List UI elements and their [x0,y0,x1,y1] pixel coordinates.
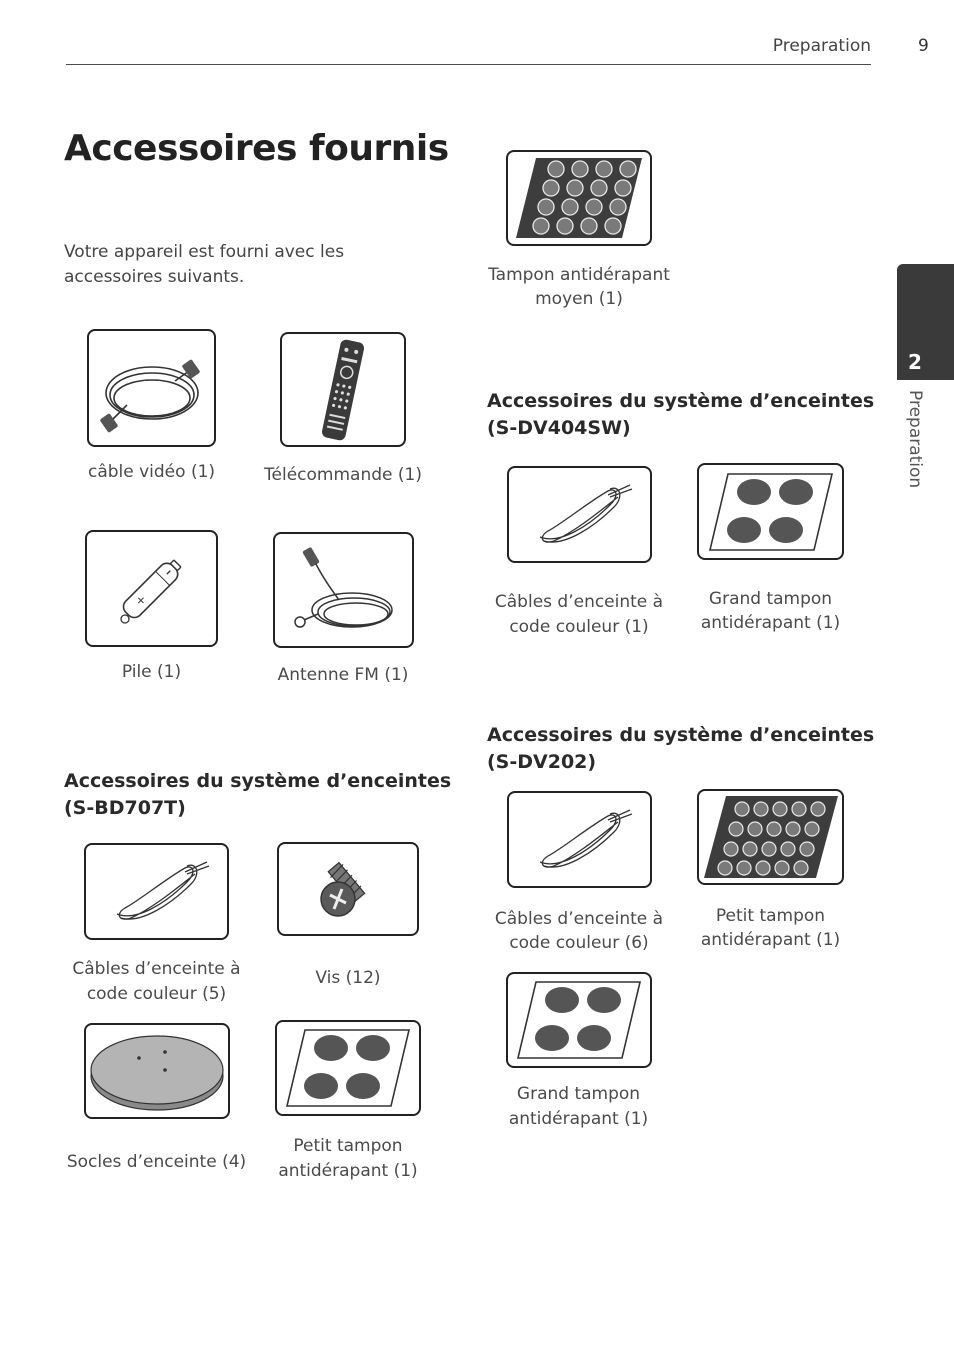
caption-small-pad-dv202-line2: antidérapant (1) [700,930,841,950]
caption-large-pad-dv202-line1: Grand tampon [516,1084,641,1104]
small-pad-box-bd707t [275,1020,421,1116]
medium-pad-icon [514,156,644,240]
chapter-number: 2 [908,350,922,374]
chapter-label: Preparation [905,390,925,489]
section-heading-dv404sw-line2: (S-DV404SW) [487,417,631,439]
caption-medium-pad-line2: moyen (1) [535,289,623,309]
section-heading-dv202-line1: Accessoires du système d’enceintes [487,724,875,746]
caption-speaker-cable-dv202-line1: Câbles d’enceinte à [494,909,664,929]
speaker-base-icon [87,1026,227,1116]
screw-icon [308,849,388,929]
fm-antenna-box [273,532,414,648]
intro-text: Votre appareil est fourni avec les accessoires suivants. [64,242,345,287]
large-pad-icon [516,980,642,1060]
section-heading-bd707t-line2: (S-BD707T) [64,797,186,819]
large-pad-icon [708,472,834,552]
speaker-cable-icon [520,475,640,555]
speaker-cable-icon [97,852,217,932]
caption-speaker-cable-dv202-line2: code couleur (6) [509,933,649,953]
caption-fm-antenna: Antenne FM (1) [277,665,409,685]
screw-box [277,842,419,936]
speaker-cable-box-dv202 [507,791,652,888]
caption-small-pad-bd707t-line1: Petit tampon [293,1136,403,1156]
battery-box [85,530,218,647]
caption-large-pad-dv404sw-line2: antidérapant (1) [700,613,841,633]
caption-medium-pad-line1: Tampon antidérapant [488,265,670,285]
section-heading-dv202-line2: (S-DV202) [487,751,597,773]
caption-screw: Vis (12) [315,968,381,988]
caption-speaker-cable-bd707t-line1: Câbles d’enceinte à [72,959,241,979]
large-pad-box-dv202 [506,972,652,1068]
video-cable-box [87,329,216,447]
speaker-cable-box-bd707t [84,843,229,940]
caption-speaker-base: Socles d’enceinte (4) [66,1152,247,1172]
battery-icon [107,549,197,629]
caption-large-pad-dv404sw-line1: Grand tampon [708,589,833,609]
fm-antenna-icon [284,540,404,640]
header-divider [66,64,871,65]
speaker-base-box [84,1023,230,1119]
speaker-cable-icon [520,800,640,880]
caption-remote-control: Télécommande (1) [264,465,422,485]
small-pad-icon [285,1028,411,1108]
section-heading-dv404sw-line1: Accessoires du système d’enceintes [487,390,875,412]
page-number: 9 [918,36,929,56]
caption-large-pad-dv202-line2: antidérapant (1) [508,1109,649,1129]
caption-small-pad-bd707t-line2: antidérapant (1) [278,1161,418,1181]
chapter-tab [897,264,954,380]
speaker-cable-box-dv404sw [507,466,652,563]
header-section-title: Preparation [772,36,871,56]
caption-small-pad-dv202-line1: Petit tampon [715,906,826,926]
remote-control-icon [313,338,373,442]
remote-control-box [280,332,406,447]
caption-speaker-cable-dv404sw-line1: Câbles d’enceinte à [494,592,664,612]
caption-speaker-cable-dv404sw-line2: code couleur (1) [509,617,649,637]
page-title: Accessoires fournis [64,128,449,169]
medium-pad-box [506,150,652,246]
caption-battery: Pile (1) [121,662,182,682]
caption-video-cable: câble vidéo (1) [87,462,216,482]
small-dots-pad-box-dv202 [697,789,844,885]
video-cable-icon [97,343,207,433]
caption-speaker-cable-bd707t-line2: code couleur (5) [86,984,227,1004]
section-heading-bd707t-line1: Accessoires du système d’enceintes [64,770,452,792]
small-dots-pad-icon [702,794,840,880]
large-pad-box-dv404sw [697,463,844,560]
svg-text:+: + [131,591,149,609]
